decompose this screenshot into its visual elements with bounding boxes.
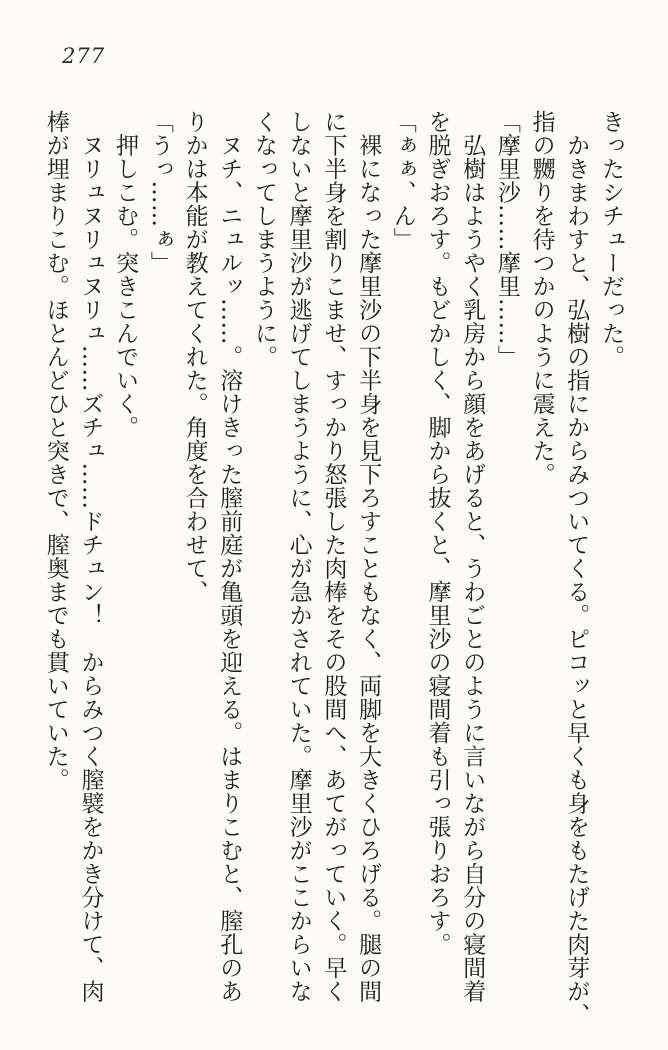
text-column: 指の嬲りを待つかのように震えた。 [528, 110, 555, 486]
text-column: 押しこむ。突きこんでいく。 [112, 110, 139, 439]
text-column: ヌリュヌリュヌリュ……ズチュ……ドチュン！ からみつく膣襞をかき分けて、肉 [77, 110, 104, 1003]
text-column: 「ぁぁ、ん」 [389, 110, 416, 251]
text-column: を脱ぎおろす。もどかしく、脚から抜くと、摩里沙の寝間着も引っ張りおろす。 [424, 110, 451, 956]
text-column: しないと摩里沙が逃げてしまうように、心が急かされていた。摩里沙がここからいな [285, 110, 312, 1003]
text-column: 弘樹はようやく乳房から顔をあげると、うわごとのように言いながら自分の寝間着 [459, 110, 486, 1003]
text-column: に下半身を割りこませ、すっかり怒張した肉棒をその股間へ、あてがっていく。早く [320, 110, 347, 1003]
page-number: 277 [62, 44, 106, 68]
text-column: 「うっ……ぁ」 [146, 110, 173, 275]
text-column: きったシチューだった。 [598, 110, 624, 369]
text-column: くなってしまうように。 [250, 110, 277, 369]
text-column: 裸になった摩里沙の下半身を見下ろすこともなく、両脚を大きくひろげる。腿の間 [355, 110, 382, 1003]
vertical-text-block [38, 110, 628, 1027]
text-column: 棒が埋まりこむ。ほとんどひと突きで、膣奥までも貫いていた。 [42, 110, 69, 792]
text-column: ヌチ、ニュルッ……。溶けきった膣前庭が亀頭を迎える。はまりこむと、膣孔のあ [216, 110, 243, 1003]
text-column: 「摩里沙……摩里……」 [493, 110, 520, 369]
text-column: かきまわすと、弘樹の指にからみついてくる。ピコッと早くも身をもたげた肉芽が、 [563, 110, 590, 1027]
text-column: りかは本能が教えてくれた。角度を合わせて、 [181, 110, 208, 604]
